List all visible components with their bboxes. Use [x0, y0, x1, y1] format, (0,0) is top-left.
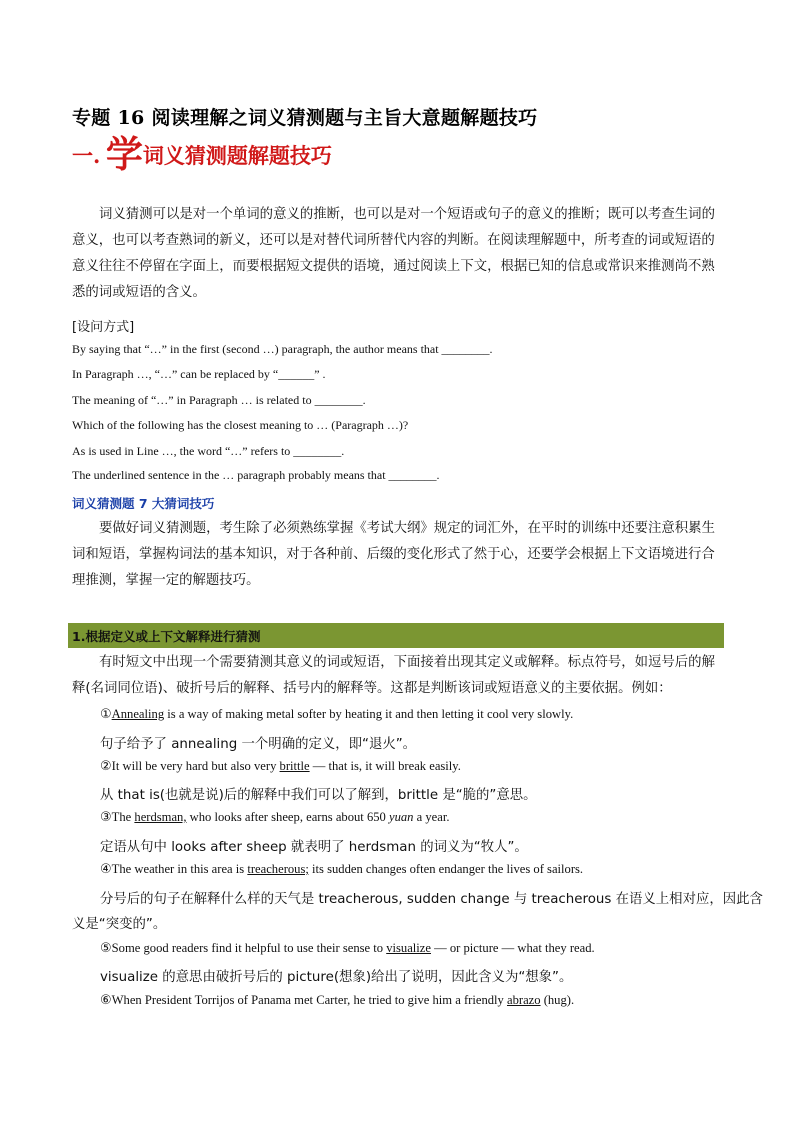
example-text: its sudden changes often endanger the lives of sailors. [308, 862, 584, 876]
method-paragraph: 有时短文中出现一个需要猜测其意义的词或短语，下面接着出现其定义或解释。标点符号，如逗号后的解释(名词同位语)、破折号后的解释、括号内的解释等。这都是判断该词或短语意义的主要依据。例如： [72, 655, 715, 696]
example-text: who looks after sheep, earns about 650 [186, 810, 389, 824]
example-2-note: 从 that is(也就是说)后的解释中我们可以了解到，brittle 是“脆的”意思。 [100, 788, 537, 803]
target-word: treacherous; [247, 862, 309, 876]
question-line: The underlined sentence in the … paragraph probably means that ________. [72, 468, 440, 482]
question-line: Which of the following has the closest meaning to … (Paragraph …)? [72, 418, 409, 432]
example-text: The [111, 810, 135, 824]
example-4 [100, 862, 583, 877]
example-text: a year. [413, 810, 450, 824]
target-word: visualize [386, 941, 431, 955]
target-word: abrazo [506, 993, 541, 1007]
example-text: — that is, it will break easily. [309, 759, 461, 773]
section-big-char: 学 [105, 132, 143, 176]
document-title: 专题 16 阅读理解之词义猜测题与主旨大意题解题技巧 [72, 107, 538, 129]
italic-word: yuan [389, 810, 414, 824]
question-line: By saying that “…” in the first (second …) paragraph, the author means that ________. [72, 342, 493, 356]
example-text: is a way of making metal softer by heating it and then letting it cool very slowly. [164, 707, 574, 721]
example-text: It will be very hard but also very [111, 759, 280, 773]
question-line: The meaning of “…” in Paragraph … is related to ________. [72, 393, 366, 407]
example-marker: ② [100, 759, 112, 774]
method-band-label: 1.根据定义或上下文解释进行猜测 [72, 629, 261, 644]
example-4-note: 分号后的句子在解释什么样的天气是 treacherous, sudden change 与 treacherous 在语义上相对应，因此含 [100, 892, 763, 907]
example-marker: ③ [100, 810, 112, 825]
example-marker: ① [100, 707, 112, 722]
target-word: herdsman, [134, 810, 187, 824]
question-heading: [设问方式] [72, 320, 135, 335]
example-marker: ⑥ [100, 993, 112, 1008]
example-5-note: visualize 的意思由破折号后的 picture(想象)给出了说明，因此含义为“想象”。 [100, 970, 573, 985]
example-6 [100, 993, 574, 1008]
target-word: brittle [279, 759, 310, 773]
example-text: The weather in this area is [111, 862, 248, 876]
question-line: As is used in Line …, the word “…” refers to ________. [72, 444, 345, 458]
intro-paragraph: 词义猜测可以是对一个单词的意义的推断，也可以是对一个短语或句子的意义的推断；既可以考查生词的意义，也可以考查熟词的新义，还可以是对替代词所替代内容的判断。在阅读理解题中，所考查的词或短语的意义往往不停留在字面上，而要根据短文提供的语境，通过阅读上下文，根据已知的信息或常识来推测尚不熟悉的词或短语的含义。 [72, 207, 715, 300]
example-marker: ④ [100, 862, 112, 877]
subsection-heading: 词义猜测题 7 大猜词技巧 [72, 496, 215, 511]
method-band [68, 623, 724, 648]
example-5 [100, 941, 595, 956]
example-text: Some good readers find it helpful to use their sense to [111, 941, 387, 955]
example-text: When President Torrijos of Panama met Carter, he tried to give him a friendly [111, 993, 507, 1007]
example-1-note: 句子给予了 annealing 一个明确的定义，即“退火”。 [100, 737, 417, 752]
section-number: 一. [72, 143, 101, 168]
example-3 [100, 810, 450, 825]
target-word: Annealing [111, 707, 165, 721]
question-line: In Paragraph …, “…” can be replaced by “______” . [72, 367, 326, 381]
example-text: — or picture — what they read. [430, 941, 595, 955]
example-text: (hug). [540, 993, 575, 1007]
example-marker: ⑤ [100, 941, 112, 956]
example-3-note: 定语从句中 looks after sheep 就表明了 herdsman 的词义为“牧人”。 [100, 840, 528, 855]
example-1 [100, 707, 573, 722]
section-heading [72, 132, 332, 176]
skills-paragraph: 要做好词义猜测题，考生除了必须熟练掌握《考试大纲》规定的词汇外，在平时的训练中还要注意积累生词和短语，掌握构词法的基本知识，对于各种前、后缀的变化形式了然于心，还要学会根据上下文语境进行合理推测，掌握一定的解题技巧。 [72, 521, 715, 588]
section-title: 词义猜测题解题技巧 [142, 143, 332, 168]
example-2 [100, 759, 461, 774]
example-4-note-cont: 义是“突变的”。 [72, 917, 167, 932]
